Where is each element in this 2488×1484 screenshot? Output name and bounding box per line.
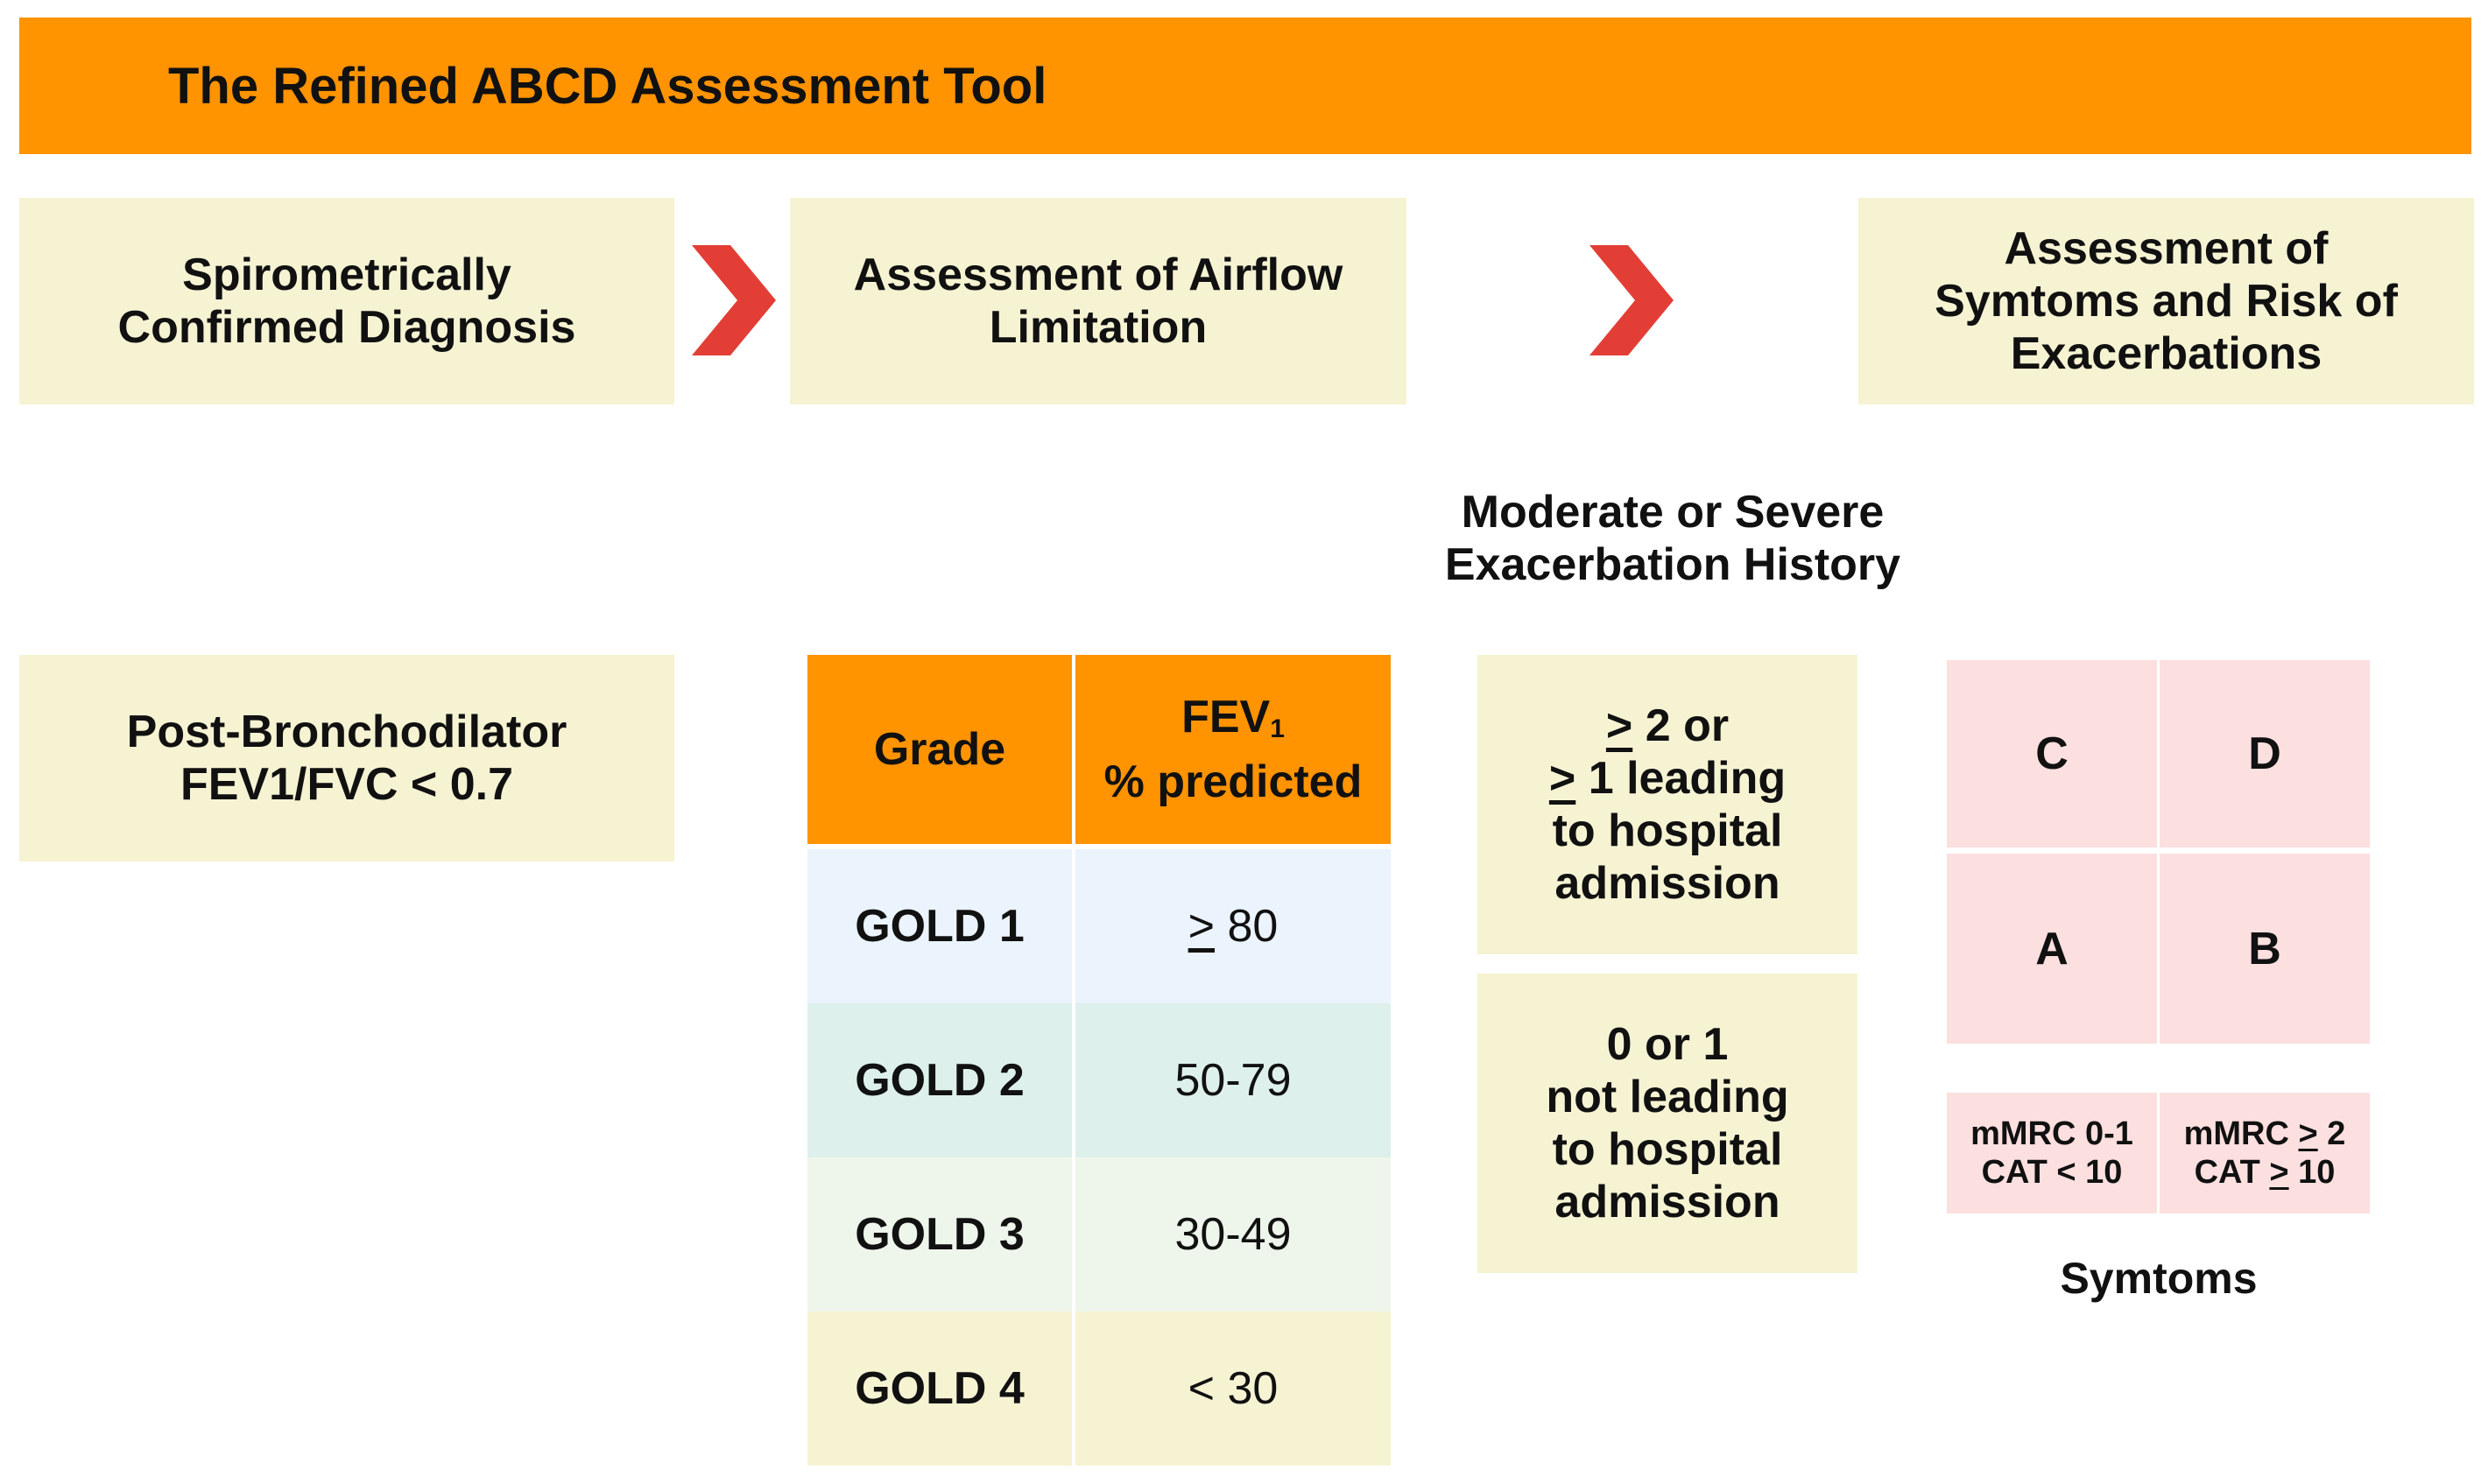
symptoms-low-cell <box>1947 1093 2157 1213</box>
gold-grade-table <box>807 655 1391 1466</box>
chevron-right-icon <box>692 245 776 355</box>
symptom-line: mMRC 0-1 <box>1970 1115 2133 1152</box>
exacerbation-line: 0 or 1 <box>1606 1019 1729 1070</box>
step-label: Assessment of Symtoms and Risk of Exacerbations <box>1935 223 2398 379</box>
group-d-cell: D <box>2160 660 2370 847</box>
exacerbation-low-box <box>1477 974 1857 1273</box>
table-row <box>807 1157 1391 1312</box>
fev-cell: > 80 <box>1188 901 1279 952</box>
group-c-cell: C <box>1947 660 2157 847</box>
exacerbation-line: > 2 or <box>1605 700 1730 751</box>
exacerbation-line: admission <box>1554 1177 1780 1227</box>
step-label: Spirometrically Confirmed Diagnosis <box>117 250 576 353</box>
exacerbation-line: to hospital <box>1552 805 1783 856</box>
grade-cell: GOLD 4 <box>807 1312 1075 1466</box>
header-fev-line: % predicted <box>1103 756 1363 807</box>
header-grade: Grade <box>807 655 1075 844</box>
table-row <box>807 849 1391 1003</box>
exacerbation-high-box <box>1477 655 1857 954</box>
step-symptoms-risk <box>1858 198 2474 404</box>
step-airflow-limitation <box>790 198 1406 404</box>
grade-cell: GOLD 2 <box>807 1003 1075 1157</box>
step-label: Assessment of Airflow Limitation <box>853 250 1343 353</box>
table-row <box>807 1003 1391 1157</box>
grade-cell: GOLD 3 <box>807 1157 1075 1312</box>
table-header-row <box>807 655 1391 844</box>
group-b-cell: B <box>2160 854 2370 1044</box>
page-title: The Refined ABCD Assessment Tool <box>168 57 1047 115</box>
fev-cell: < 30 <box>1188 1363 1279 1414</box>
header-fev-line: $FEV_1$ <box>1181 692 1285 743</box>
exacerbation-line: not leading <box>1546 1072 1789 1122</box>
symptoms-axis-label: Symtoms <box>2060 1254 2258 1303</box>
heading-line: Moderate or Severe <box>1461 487 1885 538</box>
symptom-line: mMRC > 2 <box>2183 1115 2346 1152</box>
fev-cell: 30-49 <box>1174 1209 1292 1260</box>
chevron-right-icon <box>1589 245 1674 355</box>
table-row <box>807 1312 1391 1466</box>
symptom-line: CAT > 10 <box>2194 1154 2336 1191</box>
criterion-line: FEV1/FVC < 0.7 <box>180 759 514 810</box>
symptoms-high-cell <box>2160 1093 2370 1213</box>
header-fev-predicted <box>1075 655 1391 844</box>
step-spirometric-diagnosis <box>19 198 674 404</box>
grade-cell: GOLD 1 <box>807 849 1075 1003</box>
criterion-line: Post-Bronchodilator <box>126 707 567 757</box>
title-banner <box>19 18 2471 154</box>
exacerbation-line: to hospital <box>1552 1124 1783 1175</box>
exacerbation-line: admission <box>1554 858 1780 909</box>
fev-cell: 50-79 <box>1174 1055 1292 1106</box>
exacerbation-line: > 1 leading <box>1548 753 1787 804</box>
symptom-line: CAT < 10 <box>1981 1154 2123 1191</box>
heading-line: Exacerbation History <box>1444 539 1901 590</box>
post-bronchodilator-box <box>19 655 674 862</box>
group-a-cell: A <box>1947 854 2157 1044</box>
exacerbation-heading <box>1427 477 1918 600</box>
